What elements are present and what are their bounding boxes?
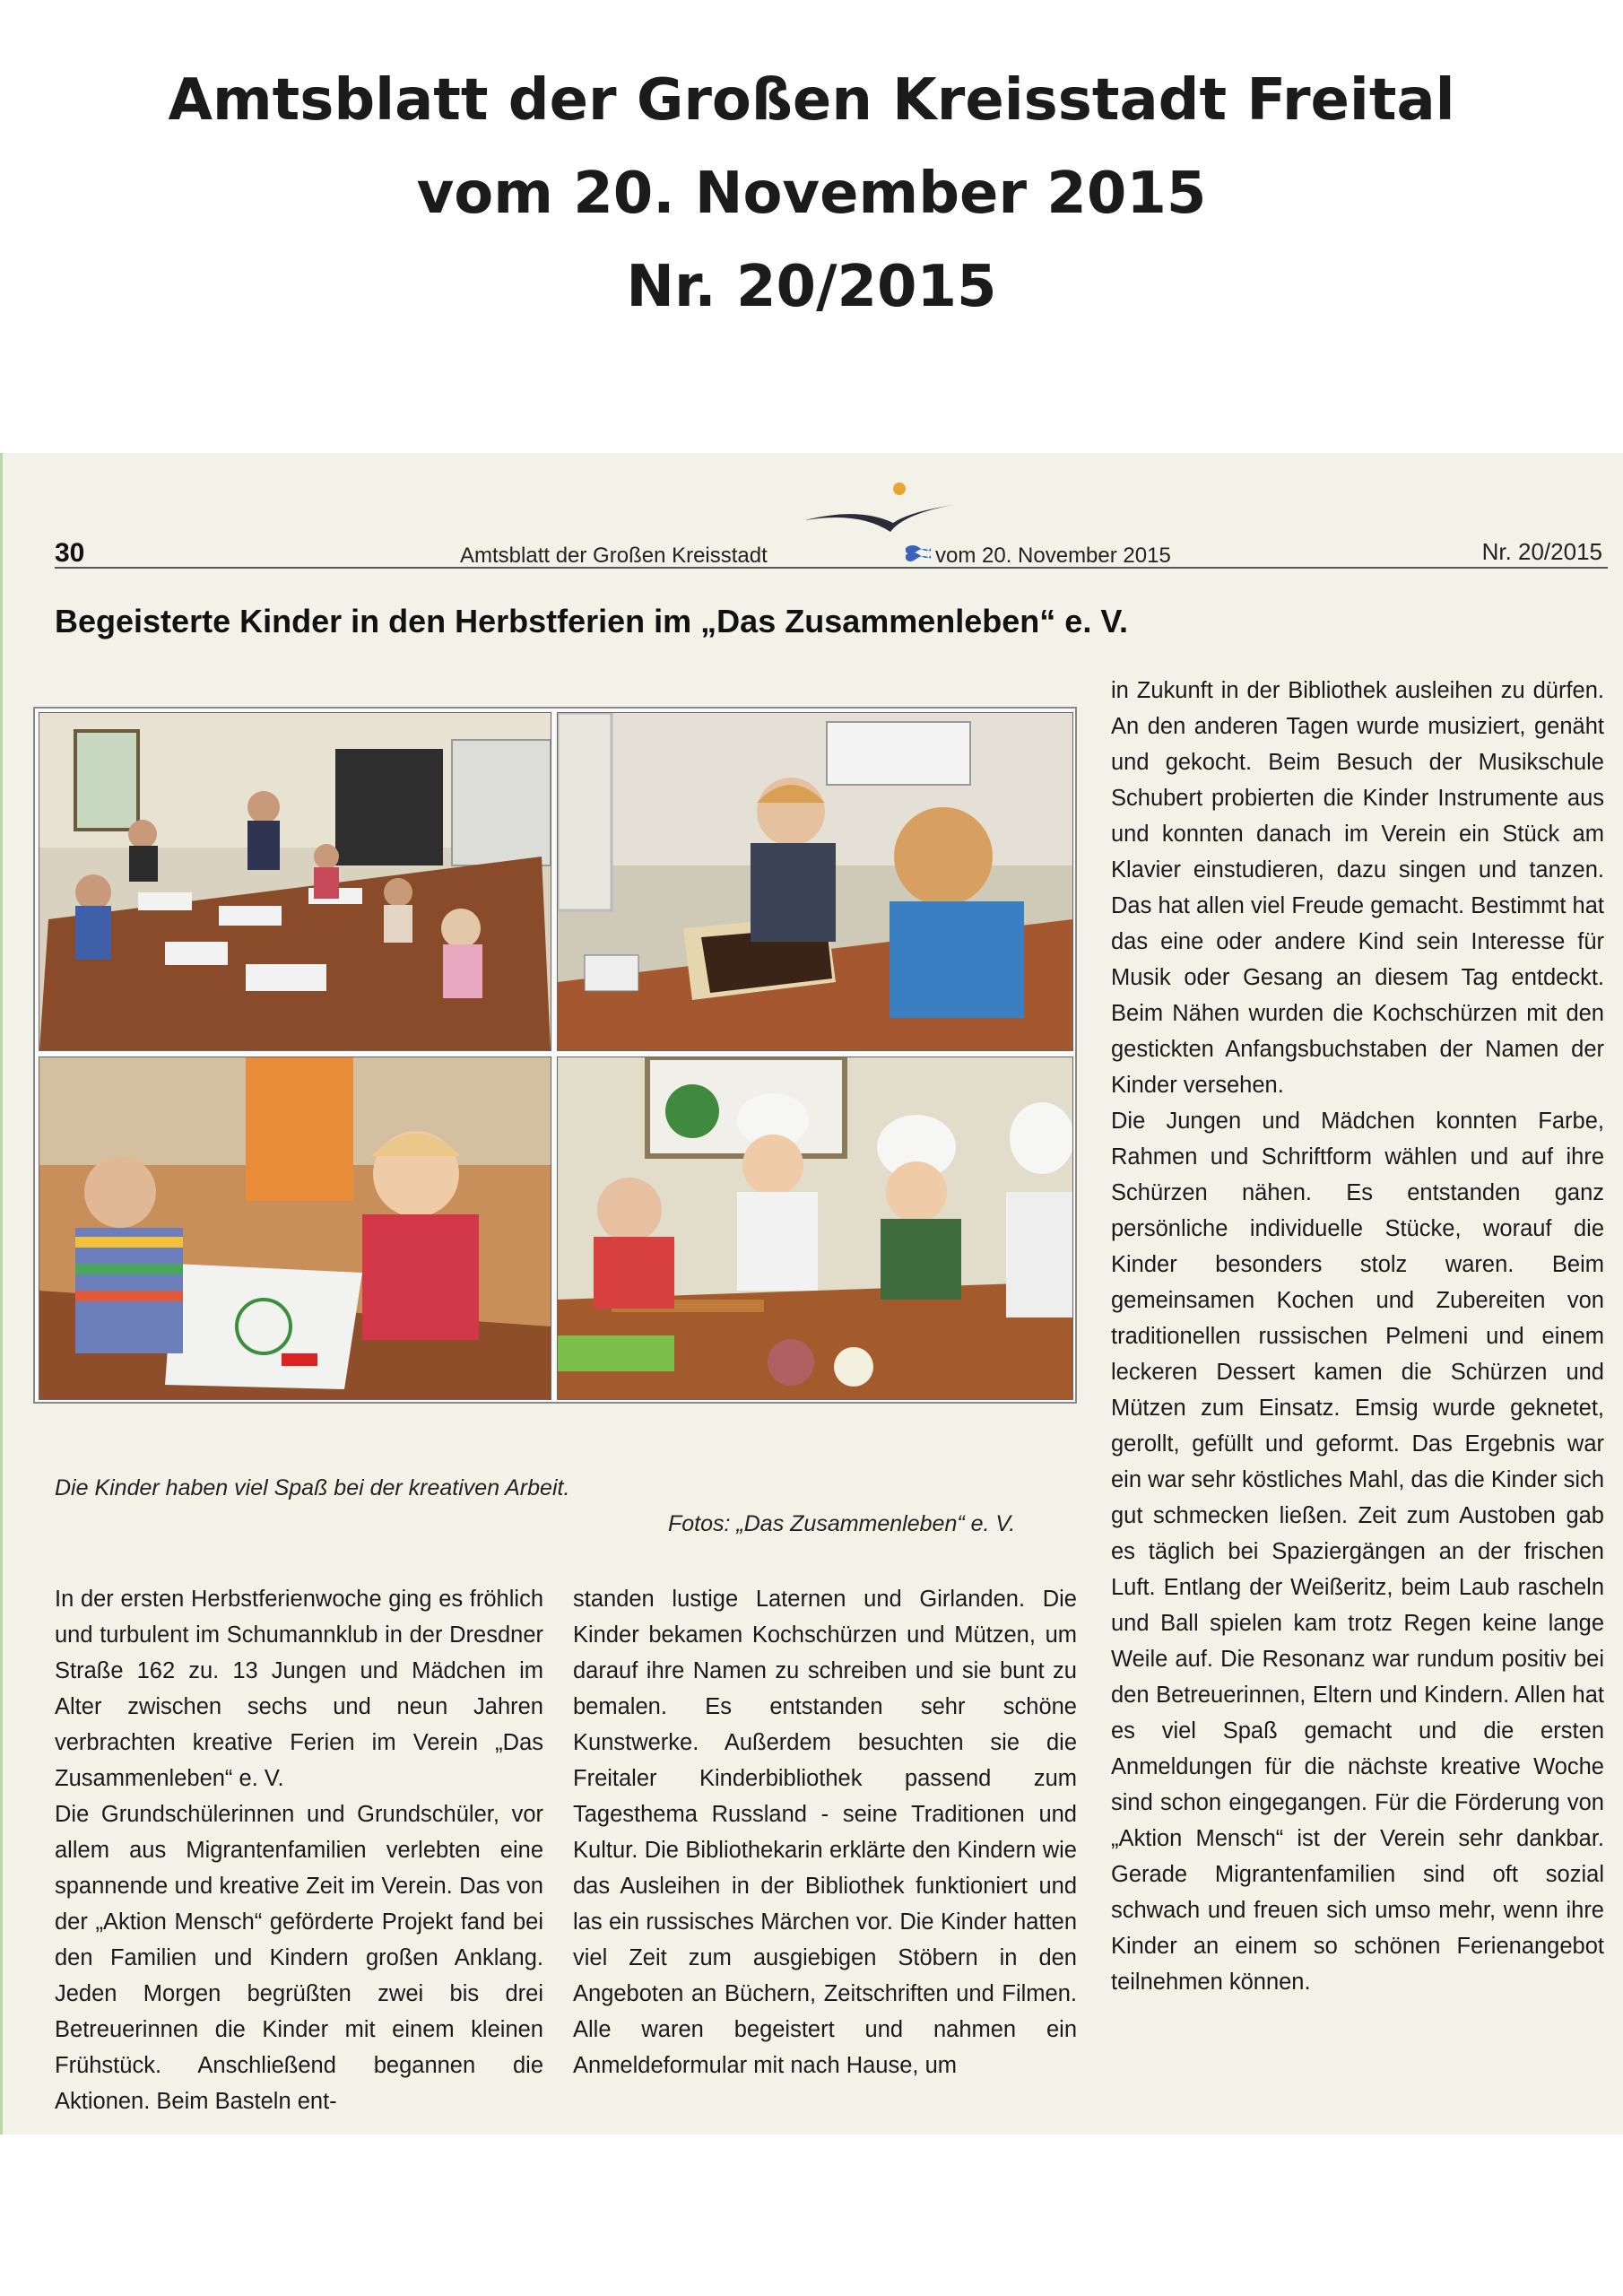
photo-sewing-aprons: [39, 1057, 551, 1400]
photo-caption: Die Kinder haben viel Spaß bei der kreativen Arbeit.: [55, 1475, 570, 1500]
article-column-1: [55, 1581, 543, 2119]
freital-bird-logo-icon: [805, 480, 958, 534]
column-3-paragraph: Die Jungen und Mädchen konnten Farbe, Rahmen und Schriftform wählen und auf ihre Schürzen nähen. Es entstanden ganz persönliche individuelle Stücke, worauf die Kinder besonders stolz waren. Beim gemeinsamen Kochen und Zubereiten von traditionellen russischen Pelmeni und einem leckeren Dessert kamen die Schürzen und Mützen zum Einsatz. Emsig wurde geknetet, gerollt, gefüllt und geformt. Das Ergebnis war ein war sehr köstliches Mahl, das die Kinder sich gut schmecken ließen. Zeit zum Austoben gab es täglich bei Spaziergängen an der frischen Luft. Entlang der Weißeritz, beim Laub rascheln und Ball spielen kam trotz Regen keine lange Weile auf. Die Resonanz war rundum positiv bei den Betreuerinnen, Eltern und Kindern. Allen hat es viel Spaß gemacht und die ersten Anmeldungen für die nächste kreative Woche sind schon eingegangen. Für die Förderung von „Aktion Mensch“ ist der Verein sehr dankbar. Gerade Migrantenfamilien sind oft sozial schwach und freuen sich umso mehr, wenn ihre Kinder an einem so schönen Ferienangebot teilnehmen können.: [1111, 1109, 1604, 1995]
article-headline: Begeisterte Kinder in den Herbstferien im „Das Zusammenleben“ e. V.: [55, 603, 1129, 639]
column-3-paragraph: in Zukunft in der Bibliothek ausleihen zu dürfen. An den anderen Tagen wurde musiziert, genäht und gekocht. Beim Besuch der Musikschule Schubert probierten die Kinder Instrumente aus und konnten danach im Verein ein Stück am Klavier einstudieren, dazu singen und tanzen. Das hat allen viel Freude gemacht. Bestimmt hat das eine oder andere Kind sein Interesse für Musik oder Gesang an diesem Tag entdeckt. Beim Nähen wurden die Kochschürzen mit den gestickten Anfangsbuchstaben der Namen der Kinder versehen.: [1111, 678, 1604, 1098]
article-column-2: [573, 1581, 1077, 2083]
wave-icon: [904, 543, 931, 564]
header-rule: [55, 567, 1608, 569]
photo-credit: Fotos: „Das Zusammenleben“ e. V.: [668, 1511, 1016, 1536]
title-line-publication: Amtsblatt der Großen Kreisstadt Freital: [168, 67, 1455, 134]
document-title: [0, 54, 1623, 334]
newspaper-clipping: [0, 453, 1623, 2135]
column-1-paragraph: In der ersten Herbstferienwoche ging es fröhlich und turbulent im Schumannklub in der Dresdner Straße 162 zu. 13 Jungen und Mädchen im Alter zwischen sechs und neun Jahren verbrachten kreative Ferien im Verein „Das Zusammenleben“ e. V.: [55, 1587, 543, 1791]
masthead-date: vom 20. November 2015: [935, 544, 1171, 568]
title-line-issue: Nr. 20/2015: [626, 254, 997, 320]
photo-collage: [33, 707, 1077, 1404]
column-1-paragraph: Die Grundschülerinnen und Grundschüler, vor allem aus Migrantenfamilien verlebten eine spannende und kreative Zeit im Verein. Das von der „Aktion Mensch“ geförderte Projekt fand bei den Familien und Kindern großen Anklang. Jeden Morgen begrüßten zwei bis drei Betreuerinnen die Kinder mit einem kleinen Frühstück. Anschließend begannen die Aktionen. Beim Basteln ent-: [55, 1802, 543, 2114]
page-number: 30: [55, 538, 85, 568]
photo-chess-game: [557, 712, 1073, 1051]
photo-cooking-pelmeni: [557, 1057, 1073, 1400]
masthead: Amtsblatt der Großen Kreisstadt: [460, 544, 768, 568]
article-column-3: [1111, 673, 1604, 2000]
title-line-date: vom 20. November 2015: [416, 161, 1207, 227]
column-2-paragraph: standen lustige Laternen und Girlanden. Die Kinder bekamen Kochschürzen und Mützen, um darauf ihre Namen zu schreiben und sie bunt zu bemalen. Es entstanden sehr schöne Kunstwerke. Außerdem besuchten sie die Freitaler Kinderbibliothek passend zum Tagesthema Russland - seine Traditionen und Kultur. Die Bibliothekarin erklärte den Kindern wie das Ausleihen in der Bibliothek funktioniert und las ein russisches Märchen vor. Die Kinder hatten viel Zeit zum ausgiebigen Stöbern in den Angeboten an Büchern, Zeitschriften und Filmen. Alle waren begeistert und nahmen ein Anmeldeformular mit nach Hause, um: [573, 1587, 1077, 2078]
issue-number: Nr. 20/2015: [1481, 538, 1602, 565]
photo-crafting-table: [39, 712, 551, 1051]
